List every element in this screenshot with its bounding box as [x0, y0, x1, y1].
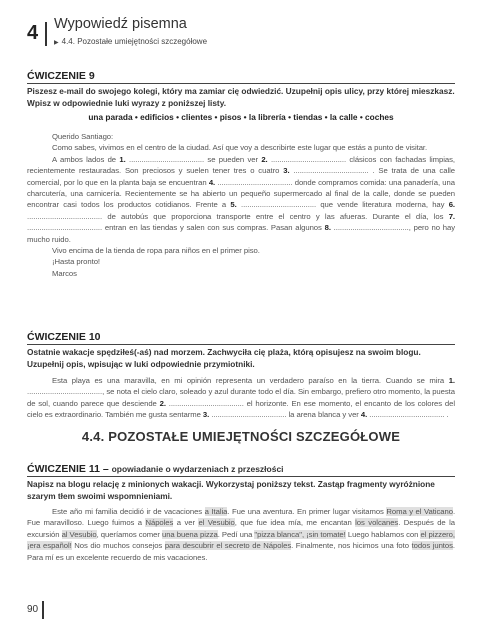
text-run: Este año mi familia decidió ir de vacaciones — [52, 507, 205, 516]
highlighted-fragment: Roma y el Vaticano — [386, 507, 453, 516]
text-run: Esta playa es una maravilla, en mi opinión representa un verdadero paraíso en la tierra. Cuando se mira — [52, 376, 449, 385]
text-run: .................................... donde compramos comida: una panadería, una charcutería, una carnicería. Recientemente se ha abierto un pequeño supermercado al final de la calle, donde se pueden encontrar casi todos los productos cotidianos. Frente a — [27, 177, 455, 210]
exercise-11-instruction: Napisz na blogu relację z minionych wakacji. Wykorzystaj poniższy tekst. Zastąp fragmenty wyróżnione szarym tłem swoimi wspomnieniami. — [27, 479, 435, 501]
text-run: Luego hablamos con — [345, 529, 421, 539]
text-run: .................................... se pueden ver — [125, 154, 262, 164]
text-run: .................................... clásicos con fachadas limpias, recientemente restauradas. Son preciosos y suelen tener tres o cuatro — [27, 154, 456, 176]
text-run: .................................... de autobús que proporciona transporte entre el centro y las afueras. Durante el día, los — [27, 211, 449, 221]
highlighted-fragment: el Vesubio — [198, 518, 235, 528]
gap-number-7: 7. — [448, 211, 455, 221]
text-run: .................................... entran en las tiendas y salen con sus compras. Pasan algunos — [27, 223, 325, 233]
text-run: , queríamos comer — [96, 529, 162, 539]
text-run: ...................................., se nota el cielo claro, soleado y azul durante todo el día. Sin embargo, prefiero otro momento, la puesta de sol, cuando parece que desciende — [27, 387, 455, 408]
exercise-11-text — [27, 506, 455, 563]
highlighted-fragment: para descubrir el secreto de Nápoles — [164, 541, 292, 551]
gap-number-3: 3. — [283, 166, 290, 176]
exercise-11-rule — [27, 476, 455, 477]
gap-number-4: 4. — [208, 177, 216, 187]
text-run: Nos dio muchos consejos — [71, 541, 165, 551]
exercise-11-title-text: ĆWICZENIE 11 – — [27, 463, 112, 475]
letter-paragraph-1: Como sabes, vivimos en el centro de la ciudad. Así que voy a describirte este lugar que estás a punto de visitar. — [52, 143, 428, 153]
exercise-9-text — [27, 131, 455, 279]
chapter-title: Wypowiedź pisemna — [54, 16, 187, 32]
text-run: .................................... . Se trata de una calle comercial, por lo que en la planta baja se encuentran — [27, 166, 455, 187]
text-run: , que fue idea mía, me encantan — [234, 518, 356, 528]
triangle-right-icon: ▶ — [54, 40, 59, 46]
text-run: .................................... que vende literatura moderna, hay — [236, 200, 449, 210]
text-run: .................................... . — [367, 410, 449, 420]
header-divider — [45, 22, 47, 46]
footer-divider — [42, 601, 44, 619]
exercise-9-instruction: Piszesz e-mail do swojego kolegi, który ma zamiar cię odwiedzić. Uzupełnij opis ulicy, przy której mieszkasz. Wpisz w odpowiednie luki wyrazy z poniższej listy. — [27, 86, 455, 108]
text-run: .................................... el horizonte. En ese momento, el encanto de los colores del cielo es extraordinario. También me gusta sentarme — [27, 398, 455, 420]
exercise-11-title — [27, 463, 284, 475]
letter-greeting: Querido Santiago: — [52, 132, 114, 141]
text-run: A ambos lados de — [52, 154, 120, 164]
gap-number-6: 6. — [448, 200, 456, 210]
gap-number-1: 1. — [448, 376, 455, 385]
section-heading: 4.4. POZOSTAŁE UMIEJĘTNOŚCI SZCZEGÓŁOWE — [81, 429, 401, 444]
gap-number-4: 4. — [360, 410, 368, 420]
chapter-subtitle-text: 4.4. Pozostałe umiejętności szczegółowe — [61, 37, 208, 46]
gap-number-3: 3. — [202, 410, 210, 420]
exercise-10-instruction: Ostatnie wakacje spędziłeś(-aś) nad morzem. Zachwyciła cię plaża, którą opisujesz na swoim blogu. Uzupełnij opis, wpisując w luki odpowiednie przymiotniki. — [27, 347, 421, 369]
exercise-10-rule — [27, 344, 455, 345]
page-number: 90 — [27, 604, 39, 615]
highlighted-fragment: el pizzero, ¡era español! — [27, 529, 455, 551]
letter-paragraph-2 — [27, 154, 455, 245]
text-run: . Pedí una — [217, 529, 255, 539]
text-run: . Finalmente, nos hicimos una foto — [291, 541, 412, 551]
gap-number-5: 5. — [230, 200, 237, 210]
highlighted-fragment: al Vesubio — [61, 529, 97, 539]
gap-number-2: 2. — [261, 154, 268, 164]
text-run: . Fue maravilloso. Luego fuimos a — [27, 507, 456, 528]
highlighted-fragment: "pizza blanca", ¡sin tomate! — [254, 529, 346, 539]
exercise-11-subtitle: opowiadanie o wydarzeniach z przeszłości — [111, 464, 284, 474]
highlighted-fragment: Nápoles — [145, 518, 174, 528]
exercise-9-word-list: una parada • edificios • clientes • pisos • la librería • tiendas • la calle • coches — [88, 112, 394, 122]
gap-number-8: 8. — [324, 223, 331, 233]
exercise-9-title: ĆWICZENIE 9 — [27, 70, 95, 82]
letter-signature: Marcos — [52, 268, 77, 278]
chapter-number: 4 — [27, 22, 39, 44]
text-run: . Fue una aventura. En primer lugar visitamos — [227, 507, 387, 516]
highlighted-fragment: todos juntos — [411, 541, 453, 551]
highlighted-fragment: una buena pizza — [161, 529, 218, 539]
letter-paragraph-3: Vivo encima de la tienda de ropa para niños en el primer piso. — [52, 246, 260, 256]
exercise-10-title: ĆWICZENIE 10 — [27, 331, 101, 343]
exercise-9-rule — [27, 83, 455, 84]
text-run: a ver — [173, 518, 199, 528]
text-run: . Después de la excursión — [27, 518, 455, 539]
vacation-paragraph — [27, 506, 455, 563]
text-run: ...................................., pero no hay mucho ruido. — [27, 223, 455, 244]
highlighted-fragment: a Italia — [204, 507, 228, 516]
text-run: . Para mí es un excelente recuerdo de mis vacaciones. — [27, 541, 456, 562]
letter-closing: ¡Hasta pronto! — [52, 257, 101, 267]
beach-paragraph — [27, 375, 455, 421]
gap-number-1: 1. — [119, 154, 126, 164]
text-run: .................................... la arena blanca y ver — [209, 410, 361, 420]
chapter-subtitle — [54, 37, 207, 46]
highlighted-fragment: los volcanes — [355, 518, 399, 528]
exercise-10-text — [27, 375, 455, 421]
gap-number-2: 2. — [159, 398, 166, 408]
